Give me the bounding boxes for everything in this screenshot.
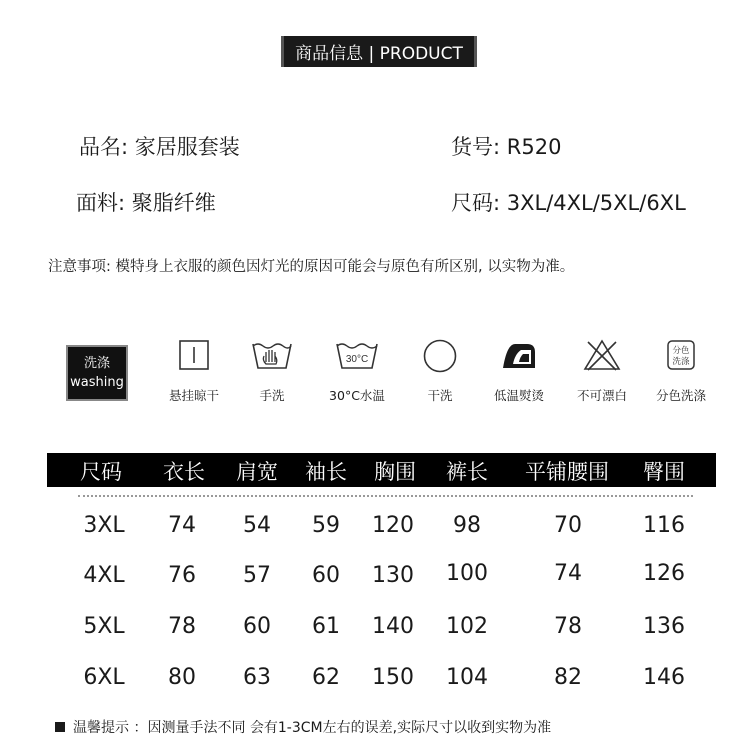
care-label: 手洗 xyxy=(259,388,285,403)
table-cell: 130 xyxy=(372,563,414,588)
care-label: 干洗 xyxy=(427,388,453,403)
table-cell: 116 xyxy=(643,513,685,538)
table-cell: 102 xyxy=(446,614,488,639)
product-sizes: 尺码: 3XL/4XL/5XL/6XL xyxy=(451,191,686,215)
care-item-dry-clean xyxy=(397,338,483,408)
table-header-cell: 臀围 xyxy=(643,460,685,484)
section-title: 商品信息 | PRODUCT xyxy=(281,36,477,67)
table-cell: 59 xyxy=(312,513,340,538)
table-cell: 74 xyxy=(554,561,582,586)
table-cell: 150 xyxy=(372,665,414,690)
care-item-hand-wash xyxy=(229,338,315,408)
care-item-wash-separately xyxy=(638,338,724,408)
table-cell: 62 xyxy=(312,665,340,690)
table-cell: 120 xyxy=(372,513,414,538)
table-cell: 6XL xyxy=(83,665,125,690)
care-label: 分色洗涤 xyxy=(655,388,706,403)
care-item-low-iron xyxy=(476,338,562,408)
product-name: 品名: 家居服套装 xyxy=(79,135,240,159)
product-sku: 货号: R520 xyxy=(451,135,562,159)
wash-30-icon xyxy=(334,338,380,372)
table-header-cell: 胸围 xyxy=(374,460,416,484)
table-header-cell: 袖长 xyxy=(305,460,347,484)
table-cell: 146 xyxy=(643,665,685,690)
table-cell: 104 xyxy=(446,665,488,690)
table-cell: 63 xyxy=(243,665,271,690)
care-item-hang-dry xyxy=(151,338,237,408)
product-fabric: 面料: 聚脂纤维 xyxy=(76,191,216,215)
table-header-cell: 肩宽 xyxy=(236,460,278,484)
table-divider xyxy=(78,495,693,497)
wash-separately-text-1: 分色 xyxy=(672,346,690,356)
table-cell: 74 xyxy=(168,513,196,538)
table-cell: 4XL xyxy=(83,563,125,588)
footer-note: 温馨提示 ：因测量手法不同 会有1-3CM左右的误差,实际尺寸以收到实物为准 xyxy=(73,720,552,736)
wash-temp-text: 30°C xyxy=(345,354,369,365)
table-cell: 60 xyxy=(243,614,271,639)
table-cell: 78 xyxy=(554,614,582,639)
washing-badge xyxy=(66,345,128,401)
color-notice: 注意事项: 模特身上衣服的颜色因灯光的原因可能会与原色有所区别, 以实物为准。 xyxy=(48,259,575,275)
table-header-cell: 尺码 xyxy=(80,460,122,484)
care-label: 30°C水温 xyxy=(329,388,385,403)
table-cell: 126 xyxy=(643,561,685,586)
table-cell: 70 xyxy=(554,513,582,538)
hang-dry-icon xyxy=(177,338,211,372)
table-cell: 82 xyxy=(554,665,582,690)
no-bleach-icon xyxy=(582,338,622,372)
table-cell: 136 xyxy=(643,614,685,639)
table-cell: 78 xyxy=(168,614,196,639)
table-cell: 76 xyxy=(168,563,196,588)
table-cell: 100 xyxy=(446,561,488,586)
washing-en-label: washing xyxy=(70,375,124,390)
table-header-cell: 裤长 xyxy=(446,460,488,484)
table-cell: 80 xyxy=(168,665,196,690)
wash-separately-icon xyxy=(664,338,698,372)
care-label: 悬挂晾干 xyxy=(168,388,219,403)
table-cell: 57 xyxy=(243,563,271,588)
care-item-wash-30 xyxy=(314,338,400,408)
table-cell: 140 xyxy=(372,614,414,639)
bullet-square-icon xyxy=(55,722,65,732)
table-cell: 5XL xyxy=(83,614,125,639)
care-label: 不可漂白 xyxy=(576,388,627,403)
low-iron-icon xyxy=(499,338,539,372)
table-cell: 61 xyxy=(312,614,340,639)
table-cell: 3XL xyxy=(83,513,125,538)
table-header-cell: 衣长 xyxy=(163,460,205,484)
hand-wash-icon xyxy=(250,338,294,372)
table-cell: 54 xyxy=(243,513,271,538)
care-label: 低温熨烫 xyxy=(493,388,544,403)
washing-cn-label: 洗涤 xyxy=(83,356,110,371)
table-header-cell: 平铺腰围 xyxy=(525,460,609,484)
table-cell: 60 xyxy=(312,563,340,588)
table-cell: 98 xyxy=(453,513,481,538)
care-item-no-bleach xyxy=(559,338,645,408)
wash-separately-text-2: 洗涤 xyxy=(672,357,690,367)
dry-clean-icon xyxy=(422,338,458,374)
